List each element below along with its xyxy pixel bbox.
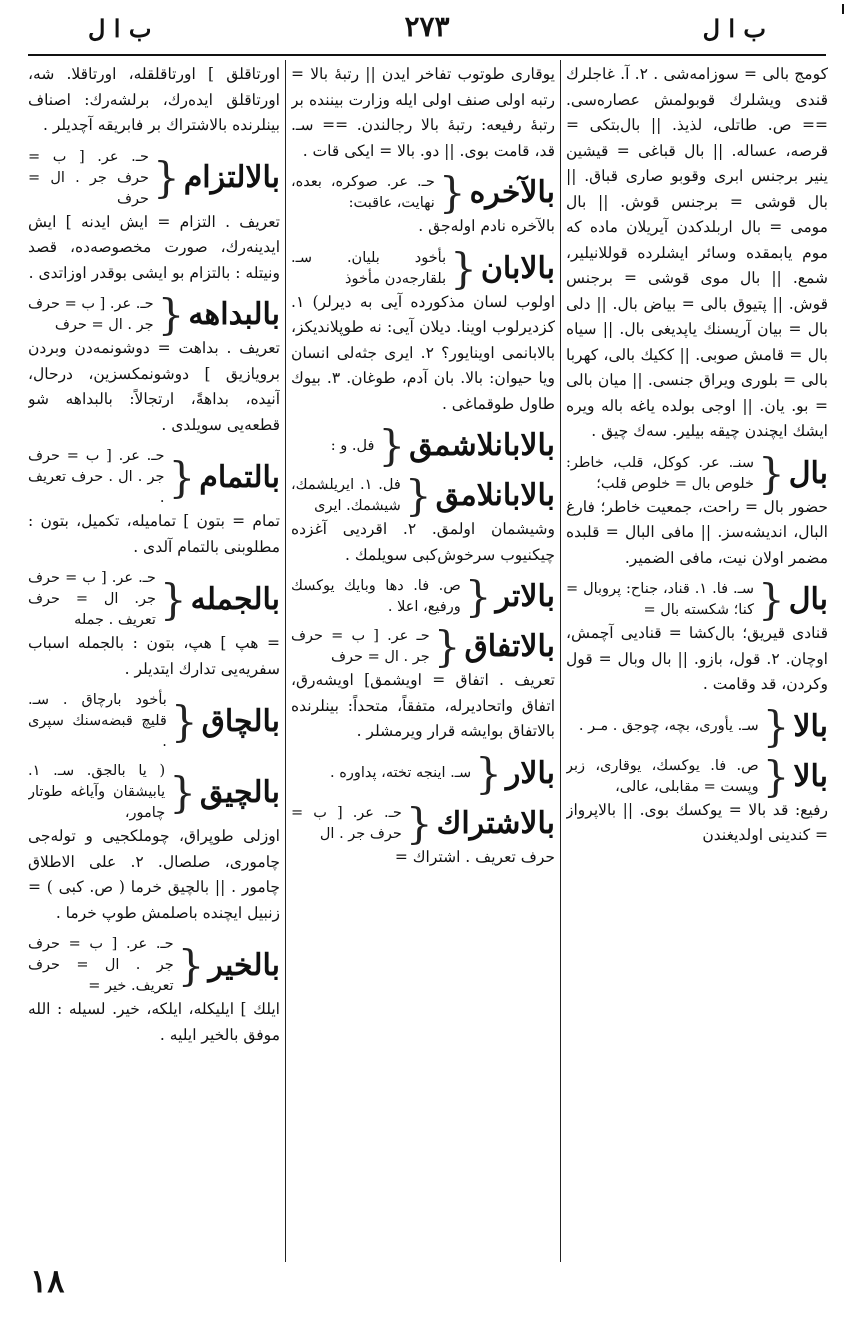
entry-etymology: بأخود بليان. سـ. بلقارجەدن مأخوذ [291,249,447,287]
folio-number: ١٨ [30,1262,65,1300]
entry-etymology: بأخود بارچاق . سـ. قليچ قبضه‌سنك سپری . [28,692,167,750]
brace-glyph: { [475,748,502,798]
entry-etymology: حـ. عر. [ ب = حرف جر . ال = حرف تعريف. خير = [28,936,174,994]
entry-lemma: بالابانلاشمق [409,428,555,463]
column-left [28,62,280,1252]
entry-etymology: حـ. عر. [ ب = حرف جر . ال . حرف تعريف . [28,448,165,506]
page-number: ٢٧٣ [404,10,450,43]
entry-etymology: حـ. عر. صوكره، بعده، نهايت، عاقبت: [291,174,435,211]
dictionary-entry [28,147,280,287]
dictionary-entry [291,168,555,240]
column-middle [291,62,555,1252]
entry-etymology: سنـ. عر. كوكل، قلب، خاطر: خلوص بال = خلوص قلب؛ [566,454,754,492]
entry-lemma: بالجمله [190,581,280,617]
brace-glyph: { [168,452,196,502]
brace-glyph: { [757,448,785,498]
entry-lemma: بالبداهه [188,297,280,332]
entry-etymology: حـ. عر. [ ب = حرف جر . ال = حرف [28,148,149,207]
brace-glyph: { [153,153,180,202]
entry-body: تعريف . بداهت = دوشونمەدن وبردن برويازيق ] دوشونمكسزين، درحال، آنيده، بداهةً، ارتجالاً: بالبداهه شو قطعه‌يی سويلدی . [28,339,280,434]
brace-glyph: { [169,767,196,817]
brace-glyph: { [405,798,433,848]
entry-lemma: بال [788,582,828,617]
entry-etymology: ص. فا. يوكسك، يوقاری، زبر وپست = مقابلی، عالی، [566,757,759,795]
entry-lemma: بالچاق [201,703,280,739]
brace-glyph: { [157,290,185,339]
entry-etymology: حـ عر. [ ب = حرف جر . ال = حرف [291,628,430,665]
entry-lemma: بال [788,455,828,491]
entry-etymology: فل. و : [330,437,375,454]
dictionary-entry [28,934,280,1048]
dictionary-entry [291,421,555,470]
entry-etymology: فل. ١. ايريلشمك، شيشمك. ايری [291,477,401,514]
page-header [28,8,826,52]
entry-lemma: بالاتفاق [464,629,555,664]
entry-lemma: بالا [793,708,828,744]
left-guide-word: ب ا ل [88,14,152,43]
dictionary-entry [291,471,555,568]
dictionary-entry [291,243,555,418]
entry-body: حضور بال = راحت، جمعيت خاطر؛ فارغ البال، انديشەسز. || مافی البال = قلبده مضمر اولان نيت، مافی الضمير. [566,497,828,567]
entry-lemma: بالخير [208,947,280,983]
brace-glyph: { [177,940,205,990]
dictionary-entry [28,761,280,926]
entry-etymology: سـ. اينجه تخته، پداوره . [330,765,472,781]
entry-body: اولوب لسان مذكورده آيی به ديرلر) ١. كزديرلوب اوينا. ديلان آيی: نه طوپلانديكز، بالابانمی اوينايور؟ ٢. ايری جثه‌لی انسان ويا حيوان: بالا. بان آدم، طوغان. ٣. بيوك طاول طوقماغی . [291,292,555,413]
dictionary-entry [28,62,280,139]
entry-body: تمام = بتون ] تماميله، تكميل، بتون : مطلوبنی بالتمام آلدی . [28,512,280,556]
brace-glyph: { [404,471,432,520]
dictionary-entry [566,62,828,445]
entry-lemma: بالتمام [199,459,280,495]
brace-glyph: { [762,701,790,751]
entry-body: قنادی قيريق؛ بال‌كشا = قناديی آچمش، اوچان. ٢. قول، بازو. || بال وبال = قول وكردن، قد وقامت . [566,624,828,693]
column-separator [285,60,286,1262]
dictionary-entry [291,798,555,871]
brace-glyph: { [438,168,466,217]
entry-body: تعريف . اتفاق = اويشمق] اويشەرق، اتفاق واتحاديرله، متفقاً، متحداً: بينلرنده بالاتفاق بوايشه قرار ويرمشلر . [291,671,555,740]
entry-lemma: بالاتر [495,579,555,614]
brace-glyph: { [170,696,198,746]
dictionary-entry [566,701,828,751]
entry-lemma: بالابان [480,250,555,286]
corner-mark [842,4,844,14]
brace-glyph: { [433,622,461,671]
entry-lemma: بالآخره [469,175,555,210]
dictionary-entry [28,446,280,560]
entry-lemma: بالا [793,758,828,794]
column-right [566,62,828,1252]
entry-body: كومج بالی = سوزامەشی . ٢. آ. غاجلرك قندی ويشلرك قوبولمش عصارەسی. == ص. طاتلی، لذيذ. || بال‌بتكی = قرصه، عساله. || بال قباغی = قيشين ينير برجنس ابری وقوبو صاری قباق. || بال قوشی = برجنس قوش. || بال مومی = بال اربلدكدن آيريلان ماده كه موم يابمقده وسائر ايشلرده قوللانيلير، شمع. || بال موی قوشی = برجنس قوش. || پتيوق بالی = بياض بال. || دلی بال = بيان آريسنك ياپديغی بال. || سياه بال = قامش صوبی. || ككيك بالی، كهربا بالی = بلوری ويراق جنسی. || ميان بالی = بو. يان. || اوجی بولدە ياغه باله ويرە ايشك ايچندن چيقه بيلير. سەك چيق . [566,65,828,440]
brace-glyph: { [762,751,790,801]
dictionary-entry [291,622,555,745]
entry-etymology: سـ. يأوری، بچه، چوجق . مـر . [578,718,759,734]
dictionary-entry [28,568,280,682]
dictionary-entry [291,62,555,164]
entry-body: اورتاقلق ] اورتاقلقله، اورتاقلا. شه، اورتاقلق ايدەرك، برلشەرك: اصناف بينلرنده بالاشتراك بر فابريقه آچديلر . [28,65,280,134]
entry-etymology: حـ. عر. [ ب = حرف جر. ال = حرف تعريف . جمله [28,570,156,628]
entry-lemma: بالار [505,755,555,791]
entry-body: حرف تعريف . اشتراك = [394,847,555,866]
brace-glyph: { [464,572,492,621]
dictionary-entry [28,290,280,438]
entry-etymology: ص. فا. دها وبايك يوكسك ورفيع، اعلا . [291,578,461,615]
entry-lemma: بالچيق [199,774,280,810]
dictionary-entry [28,690,280,753]
header-rule [28,54,826,56]
right-guide-word: ب ا ل [702,14,766,43]
entry-body: وشيشمان اولمق. ٢. اقرديی آغزده چيكنيوب سرخوش‌كبی سويلمك . [291,520,555,564]
brace-glyph: { [450,243,477,293]
entry-lemma: بالابانلامق [435,478,555,513]
entry-lemma: بالاشتراك [436,805,555,841]
entry-body: = هپ ] هپ، بتون : بالجمله اسباب سفريه‌يی تدارك ايتديلر . [28,634,280,678]
entry-etymology: ( يا بالجق. سـ. ١. يابيشقان وآياغه طوتار چامور، [28,763,166,821]
entry-etymology: حـ. عر. [ ب = حرف جر . ال [291,804,402,842]
brace-glyph: { [757,575,785,624]
entry-body: اوزلی طوپراق، چوملكجيی و تولەجی چاموری، صلصال. ٢. علی الاطلاق چامور . || بالچيق خرما ( ص. كبی ) = زنبيل ايچنده باصلمش طوپ خرما . [28,827,280,922]
dictionary-entry [566,751,828,849]
dictionary-entry [566,575,828,698]
entry-etymology: سـ. فا. ١. قناد، جناح: پروبال = كنا؛ شكسته بال = [566,581,754,618]
entry-body: يوقاری طوتوب تفاخر ايدن || رتبهٔ بالا = رتبه اولی صنف اولی ايله وزارت بيننده بر رتبهٔ رفيعه: رتبهٔ بالا رجالندن. == سـ. قد، قامت بوی. || دو. بالا = ايكی قات . [291,65,555,160]
entry-body: رفيع: قد بالا = يوكسك بوی. || بالاپرواز = كندينی اولديغندن [566,800,828,844]
brace-glyph: { [159,574,187,624]
brace-glyph: { [378,421,406,470]
dictionary-entry [291,748,555,798]
entry-lemma: بالالتزام [183,160,280,195]
column-separator [560,60,561,1262]
entry-body: تعريف . التزام = ايش ايدنه ] ايش ايدينەرك، صورت مخصوصەده، قصد ونيتله : بالتزام بو ايشی بوقدر اوزاتدی . [28,212,280,282]
dictionary-entry [566,448,828,572]
entry-body: ايلك ] ايليكله، ايلكه، خير. لسيله : الله موفق بالخير ايليه . [28,1000,280,1044]
entry-body: بالآخره نادم اولەجق . [418,217,555,235]
dictionary-entry [291,572,555,621]
entry-etymology: حـ. عر. [ ب = حرف جر . ال = حرف [28,296,154,333]
